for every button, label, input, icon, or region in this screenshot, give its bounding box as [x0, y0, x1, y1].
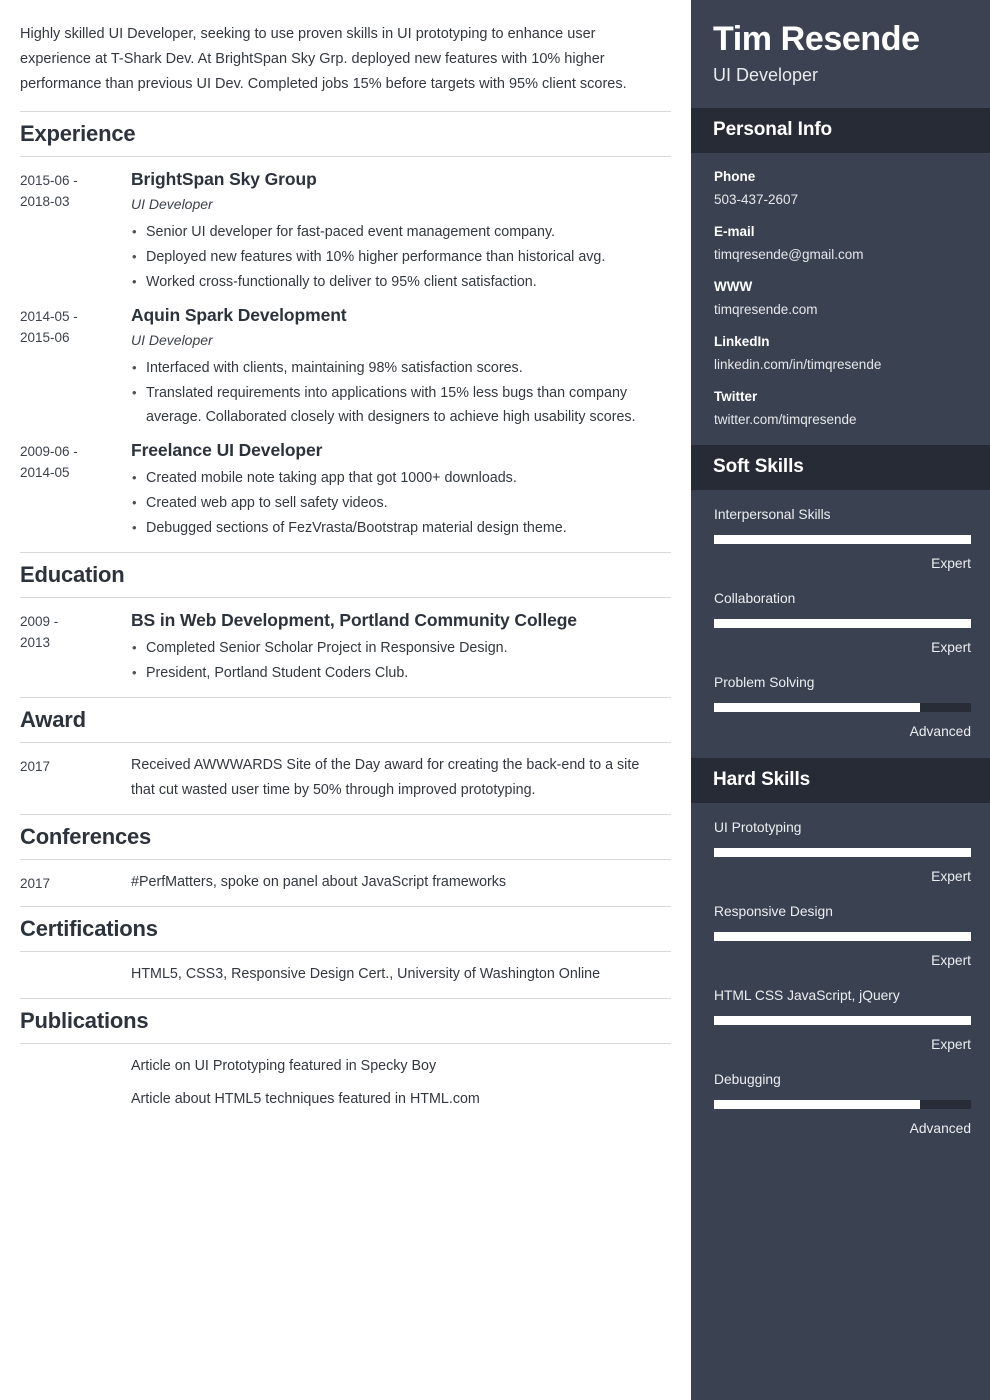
sidebar-section-header-hard-skills — [691, 758, 990, 803]
section-title-experience: Experience — [20, 121, 136, 146]
entry-row — [20, 962, 671, 987]
skill-name: Debugging — [714, 1072, 781, 1087]
skill-level-label: Expert — [931, 953, 971, 968]
section-title-education: Education — [20, 562, 125, 587]
entry-date — [20, 608, 131, 653]
bullet-item: • Debugged sections of FezVrasta/Bootstrap material design theme. — [131, 516, 657, 540]
section-certifications — [20, 906, 671, 998]
entry-text: Article on UI Prototyping featured in Specky Boy — [131, 1058, 437, 1074]
skill-level-label: Expert — [931, 556, 971, 571]
skill-item — [714, 985, 971, 1055]
entry-date-to: 2015-06 — [20, 330, 70, 345]
sidebar-section-title-personal-info: Personal Info — [713, 119, 833, 140]
skill-progress-fill — [714, 848, 971, 857]
entry-date-from: 2009-06 - — [20, 444, 78, 459]
bullet-item: • Created web app to sell safety videos. — [131, 491, 657, 515]
entry-date-to: 2013 — [20, 635, 51, 650]
section-body-experience — [20, 157, 671, 552]
section-award — [20, 697, 671, 814]
sidebar-section-header-personal-info — [691, 108, 990, 153]
section-header-award — [20, 697, 671, 743]
entry-date-from: 2015-06 - — [20, 173, 78, 188]
skill-level-label: Expert — [931, 869, 971, 884]
bullet-item: • Interfaced with clients, maintaining 98% satisfaction scores. — [131, 356, 657, 380]
entry-row — [20, 167, 671, 295]
entry-title: Freelance UI Developer — [131, 440, 323, 460]
skill-item — [714, 504, 971, 574]
skill-item — [714, 817, 971, 887]
personal-info-row — [714, 167, 971, 211]
section-title-publications: Publications — [20, 1008, 149, 1033]
section-experience — [20, 111, 671, 552]
personal-info-value[interactable]: timqresende.com — [714, 302, 818, 317]
entry-date — [20, 1054, 131, 1057]
entry-row — [20, 870, 671, 895]
entry-main — [131, 438, 671, 541]
skill-progress-track — [714, 535, 971, 544]
entry-date-to: 2018-03 — [20, 194, 70, 209]
skill-progress-track — [714, 703, 971, 712]
skill-item — [714, 901, 971, 971]
skill-progress-track — [714, 932, 971, 941]
entry-main — [131, 303, 671, 430]
bullet-item: • Created mobile note taking app that got 1000+ downloads. — [131, 466, 657, 490]
entry-date-to: 2014-05 — [20, 465, 70, 480]
entry-title: BrightSpan Sky Group — [131, 169, 317, 189]
skill-progress-track — [714, 619, 971, 628]
entry-main — [131, 870, 671, 895]
entry-date-from: 2014-05 - — [20, 309, 78, 324]
entry-row — [20, 438, 671, 541]
personal-info-label: Twitter — [714, 389, 758, 404]
sidebar-section-body-soft-skills — [691, 490, 990, 758]
entry-date — [20, 870, 131, 894]
section-conferences — [20, 814, 671, 906]
bullet-item: • Senior UI developer for fast-paced event management company. — [131, 220, 657, 244]
sidebar-section-title-soft-skills: Soft Skills — [713, 456, 804, 477]
personal-info-row — [714, 387, 971, 431]
bullet-item: • Translated requirements into applications with 15% less bugs than company average. Collaborated closely with designers to achieve high usability scores. — [131, 381, 657, 429]
skill-progress-fill — [714, 703, 920, 712]
personal-info-row — [714, 277, 971, 321]
entry-main — [131, 608, 671, 686]
skill-item — [714, 672, 971, 742]
section-title-certifications: Certifications — [20, 916, 158, 941]
personal-info-row — [714, 332, 971, 376]
personal-info-value[interactable]: timqresende@gmail.com — [714, 247, 864, 262]
skill-name: Problem Solving — [714, 675, 815, 690]
entry-date — [20, 962, 131, 965]
personal-info-value[interactable]: 503-437-2607 — [714, 192, 799, 207]
entry-bullet-list — [131, 220, 657, 294]
entry-subtitle: UI Developer — [131, 332, 213, 348]
candidate-name: Tim Resende — [713, 20, 920, 58]
skill-progress-fill — [714, 535, 971, 544]
skill-name: Collaboration — [714, 591, 796, 606]
personal-info-label: LinkedIn — [714, 334, 770, 349]
entry-date-from: 2009 - — [20, 614, 59, 629]
section-header-certifications — [20, 906, 671, 952]
section-body-award — [20, 743, 671, 814]
sidebar — [691, 0, 990, 1400]
entry-bullet-list — [131, 636, 657, 685]
personal-info-label: WWW — [714, 279, 753, 294]
personal-info-label: Phone — [714, 169, 756, 184]
section-education — [20, 552, 671, 697]
entry-date-from: 2017 — [20, 759, 51, 774]
section-header-education — [20, 552, 671, 598]
skill-progress-fill — [714, 932, 971, 941]
sidebar-section-body-hard-skills — [691, 803, 990, 1155]
entry-bullet-list — [131, 466, 657, 540]
entry-row — [20, 303, 671, 430]
entry-date — [20, 303, 131, 348]
skill-name: Interpersonal Skills — [714, 507, 831, 522]
section-title-award: Award — [20, 707, 86, 732]
entry-date — [20, 167, 131, 212]
skill-name: UI Prototyping — [714, 820, 802, 835]
entry-row — [20, 1087, 671, 1112]
entry-title: BS in Web Development, Portland Community College — [131, 610, 577, 630]
skill-name: Responsive Design — [714, 904, 833, 919]
skill-progress-fill — [714, 619, 971, 628]
skill-level-label: Advanced — [909, 724, 971, 739]
candidate-role: UI Developer — [713, 65, 819, 85]
section-body-education — [20, 598, 671, 697]
sidebar-section-title-hard-skills: Hard Skills — [713, 769, 811, 790]
sidebar-section-header-soft-skills — [691, 445, 990, 490]
section-header-experience — [20, 111, 671, 157]
skill-progress-fill — [714, 1016, 971, 1025]
entry-main — [131, 1087, 671, 1112]
personal-info-label: E-mail — [714, 224, 755, 239]
section-body-certifications — [20, 952, 671, 998]
personal-info-value[interactable]: twitter.com/timqresende — [714, 412, 857, 427]
entry-bullet-list — [131, 356, 657, 429]
section-title-conferences: Conferences — [20, 824, 152, 849]
entry-date-from: 2017 — [20, 876, 51, 891]
profile-summary: Highly skilled UI Developer, seeking to use proven skills in UI prototyping to enhance user experience at T-Shark Dev. At BrightSpan Sky Grp. deployed new features with 10% higher performance than previous UI Dev. Completed jobs 15% before targets with 95% client scores. — [20, 26, 627, 92]
skill-item — [714, 1069, 971, 1139]
entry-text: #PerfMatters, spoke on panel about JavaScript frameworks — [131, 874, 507, 890]
entry-subtitle: UI Developer — [131, 196, 213, 212]
entry-row — [20, 608, 671, 686]
entry-main — [131, 753, 671, 803]
entry-date — [20, 1087, 131, 1090]
skill-progress-track — [714, 848, 971, 857]
entry-text: Received AWWWARDS Site of the Day award for creating the back-end to a site that cut wasted user time by 50% through improved prototyping. — [131, 757, 640, 798]
entry-row — [20, 753, 671, 803]
skill-level-label: Expert — [931, 640, 971, 655]
section-body-publications — [20, 1044, 671, 1123]
entry-text: HTML5, CSS3, Responsive Design Cert., University of Washington Online — [131, 966, 601, 982]
entry-main — [131, 962, 671, 987]
skill-progress-fill — [714, 1100, 920, 1109]
bullet-item: • President, Portland Student Coders Club. — [131, 661, 657, 685]
section-publications — [20, 998, 671, 1123]
personal-info-row — [714, 222, 971, 266]
sidebar-section-body-personal-info — [691, 153, 990, 445]
skill-level-label: Advanced — [909, 1121, 971, 1136]
skill-item — [714, 588, 971, 658]
bullet-item: • Completed Senior Scholar Project in Responsive Design. — [131, 636, 657, 660]
entry-main — [131, 167, 671, 295]
skill-progress-track — [714, 1100, 971, 1109]
entry-title: Aquin Spark Development — [131, 305, 347, 325]
section-body-conferences — [20, 860, 671, 906]
entry-main — [131, 1054, 671, 1079]
skill-name: HTML CSS JavaScript, jQuery — [714, 988, 900, 1003]
skill-level-label: Expert — [931, 1037, 971, 1052]
section-header-conferences — [20, 814, 671, 860]
entry-date — [20, 438, 131, 483]
section-header-publications — [20, 998, 671, 1044]
skill-progress-track — [714, 1016, 971, 1025]
entry-text: Article about HTML5 techniques featured in HTML.com — [131, 1091, 480, 1107]
personal-info-value[interactable]: linkedin.com/in/timqresende — [714, 357, 882, 372]
bullet-item: • Deployed new features with 10% higher performance than historical avg. — [131, 245, 657, 269]
entry-date — [20, 753, 131, 777]
sidebar-header — [691, 0, 990, 108]
bullet-item: • Worked cross-functionally to deliver to 95% client satisfaction. — [131, 270, 657, 294]
entry-row — [20, 1054, 671, 1079]
